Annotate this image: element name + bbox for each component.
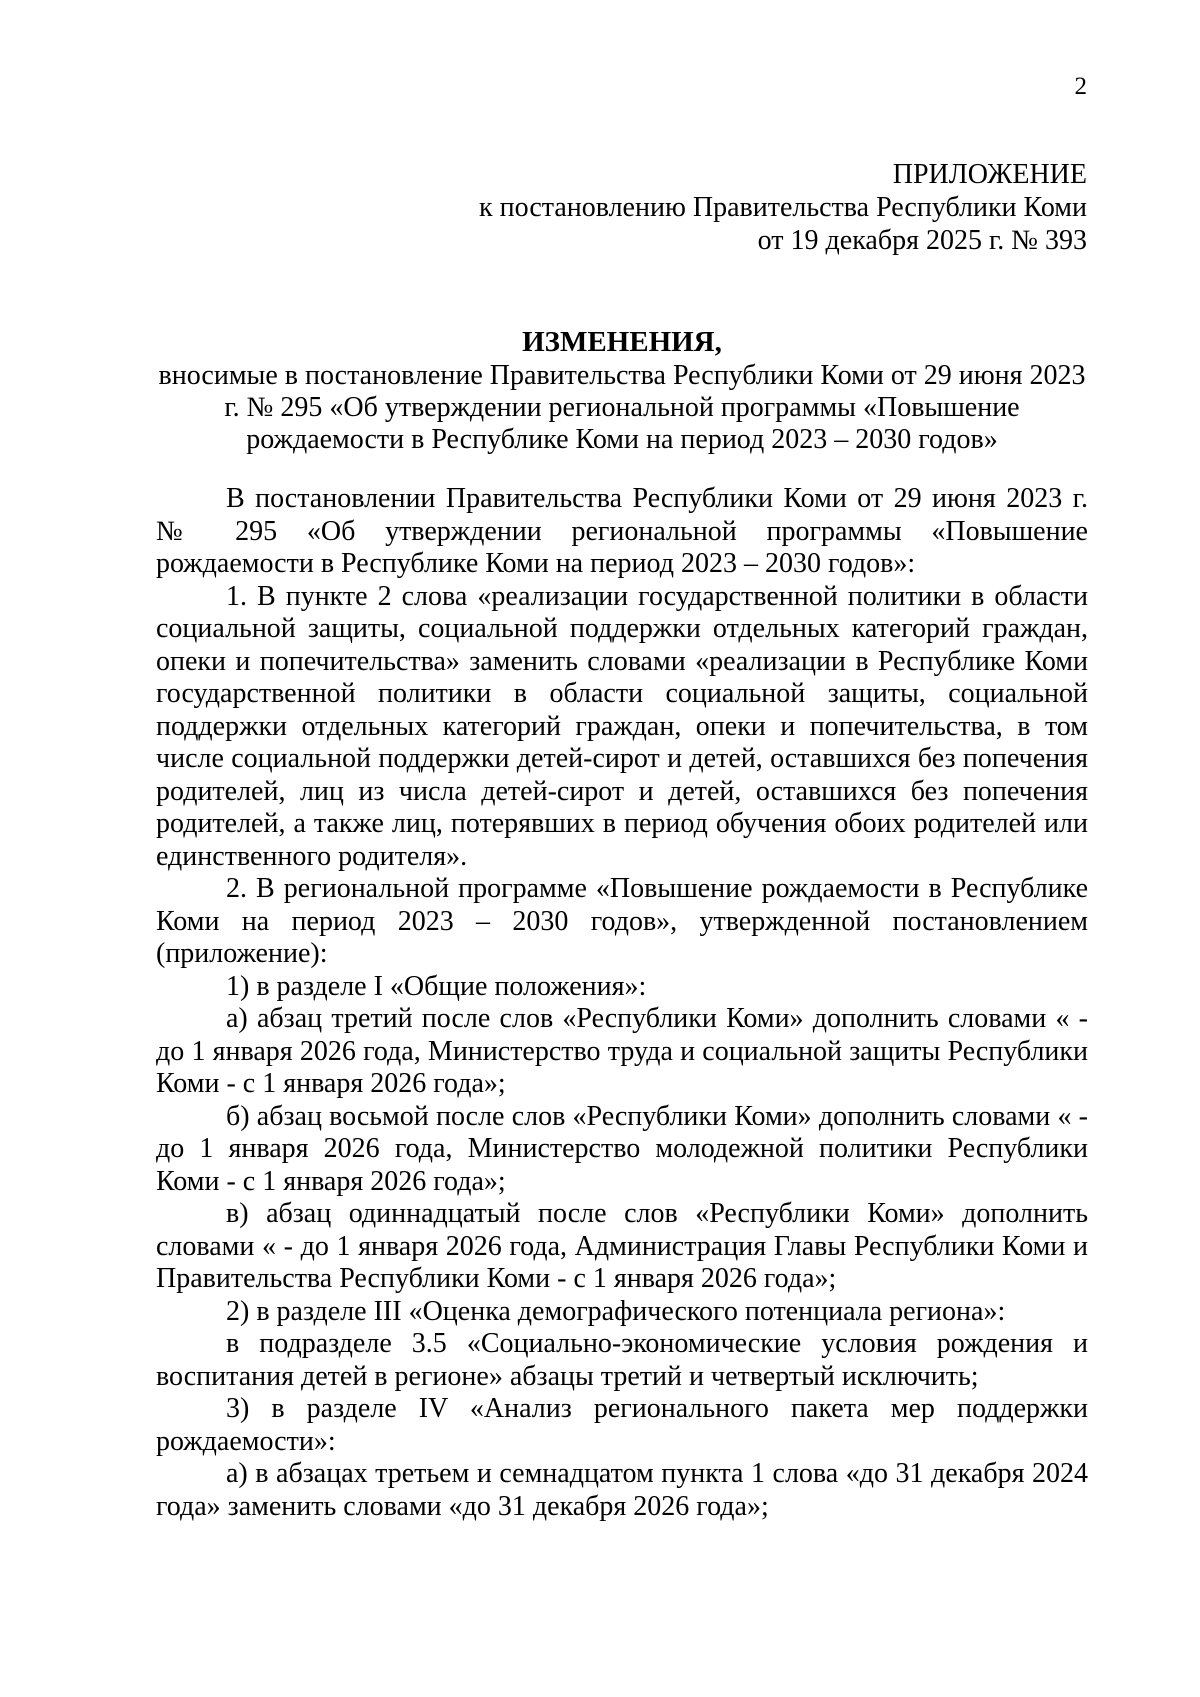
paragraph-intro: В постановлении Правительства Республики Коми от 29 июня 2023 г. № 295 «Об утверждении региональной программы «Повышение рождаемости в Республике Коми на период 2023 – 2030 годов»:	[156, 483, 1088, 579]
title-heading: ИЗМЕНЕНИЯ,	[522, 326, 722, 358]
paragraph-subitem-1v: в) абзац одиннадцатый после слов «Республики Коми» дополнить словами « - до 1 января 2026 года, Администрация Главы Республики Коми и Правительства Республики Коми - с 1 января 2026 года»;	[156, 1198, 1088, 1294]
paragraph-subitem-1a: а) абзац третий после слов «Республики Коми» дополнить словами « - до 1 января 2026 года, Министерство труда и социальной защиты Республики Коми - с 1 января 2026 года»;	[156, 1003, 1088, 1099]
paragraph-subitem-2-text: в подразделе 3.5 «Социально-экономические условия рождения и воспитания детей в регионе» абзацы третий и четвертый исключить;	[156, 1328, 1088, 1392]
paragraph-subitem-1b: б) абзац восьмой после слов «Республики Коми» дополнить словами « - до 1 января 2026 года, Министерство молодежной политики Республики Коми - с 1 января 2026 года»;	[156, 1100, 1088, 1197]
page-number: 2	[1074, 73, 1087, 100]
document-body	[156, 483, 1088, 1523]
appendix-reference: к постановлению Правительства Республики Коми	[479, 192, 1087, 223]
paragraph-subitem-3: 3) в разделе IV «Анализ регионального пакета мер поддержки рождаемости»:	[156, 1393, 1088, 1457]
paragraph-item-2: 2. В региональной программе «Повышение рождаемости в Республике Коми на период 2023 – 2030 годов», утвержденной постановлением (приложение):	[156, 873, 1088, 969]
paragraph-item-1: 1. В пункте 2 слова «реализации государственной политики в области социальной защиты, социальной поддержки отдельных категорий граждан, опеки и попечительства» заменить словами «реализации в Республике Коми государственной политики в области социальной защиты, социальной поддержки отдельных категорий граждан, опеки и попечительства, в том числе социальной поддержки детей-сирот и детей, оставшихся без попечения родителей, лиц из числа детей-сирот и детей, оставшихся без попечения родителей, а также лиц, потерявших в период обучения обоих родителей или единственного родителя».	[156, 580, 1088, 872]
appendix-date-number: от 19 декабря 2025 г. № 393	[757, 225, 1087, 256]
paragraph-subitem-1: 1) в разделе I «Общие положения»:	[226, 970, 647, 1002]
title-subtitle: вносимые в постановление Правительства Республики Коми от 29 июня 2023 г. № 295 «Об утверждении региональной программы «Повышение рождаемости в Республике Коми на период 2023 – 2030 годов»	[158, 360, 1086, 455]
paragraph-subitem-2: 2) в разделе III «Оценка демографического потенциала региона»:	[226, 1295, 1006, 1327]
appendix-header	[387, 158, 1087, 257]
appendix-label: ПРИЛОЖЕНИЕ	[892, 159, 1087, 190]
paragraph-subitem-3a: а) в абзацах третьем и семнадцатом пункта 1 слова «до 31 декабря 2024 года» заменить словами «до 31 декабря 2026 года»;	[156, 1458, 1088, 1522]
document-title	[156, 326, 1088, 456]
